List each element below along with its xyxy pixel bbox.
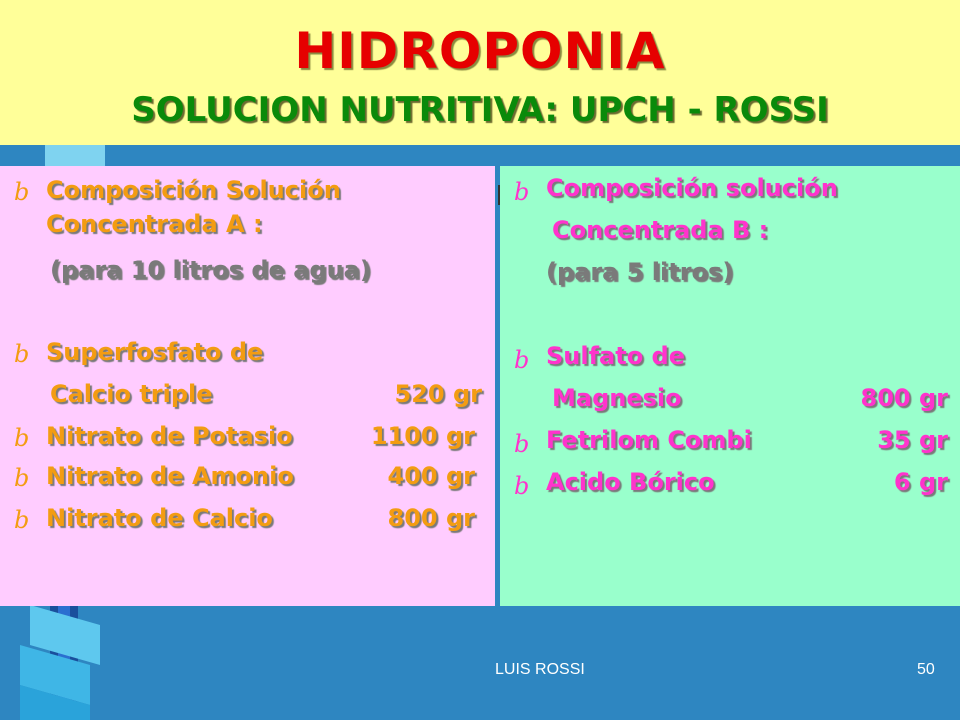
panel-solution-a: [0, 166, 495, 606]
bullet-icon: b: [14, 464, 30, 492]
bullet-icon: b: [514, 346, 530, 374]
item-a-2-qty: 1100 gr: [370, 422, 475, 450]
item-a-3-name: Nitrato de Amonio: [46, 462, 294, 490]
slide-title: HIDROPONIA: [294, 22, 666, 80]
bullet-icon: b: [14, 506, 30, 534]
slide-subtitle: SOLUCION NUTRITIVA: UPCH - ROSSI: [131, 90, 829, 130]
bullet-icon: b: [14, 424, 30, 452]
note-a: (para 10 litros de agua): [50, 256, 371, 284]
item-b-3-name: Acido Bórico: [546, 468, 715, 496]
panel-solution-b: [500, 166, 960, 606]
heading-b-line1: Composición solución: [546, 174, 838, 202]
heading-a-line1: Composición Solución: [46, 176, 341, 204]
heading-b-line2: Concentrada B :: [552, 216, 769, 244]
page-number: 50: [917, 661, 935, 678]
note-b: (para 5 litros): [546, 258, 734, 286]
item-b-1-qty: 800 gr: [860, 384, 948, 412]
item-a-1-qty: 520 gr: [394, 380, 482, 408]
item-a-4-qty: 800 gr: [387, 504, 475, 532]
item-a-1-line2: Calcio triple: [50, 380, 213, 408]
heading-a-line2: Concentrada A :: [46, 210, 263, 238]
bullet-icon: b: [14, 178, 30, 206]
bullet-icon: b: [514, 178, 530, 206]
item-a-1-line1: Superfosfato de: [46, 338, 264, 366]
item-b-2-name: Fetrilom Combi: [546, 426, 752, 454]
item-b-1-line1: Sulfato de: [546, 342, 686, 370]
item-b-1-line2: Magnesio: [552, 384, 682, 412]
item-a-4-name: Nitrato de Calcio: [46, 504, 273, 532]
bullet-icon: b: [514, 472, 530, 500]
footer-author: LUIS ROSSI: [495, 661, 585, 678]
item-b-2-qty: 35 gr: [877, 426, 948, 454]
bullet-icon: b: [514, 430, 530, 458]
bullet-icon: b: [14, 340, 30, 368]
item-a-2-name: Nitrato de Potasio: [46, 422, 293, 450]
item-a-3-qty: 400 gr: [387, 462, 475, 490]
item-b-3-qty: 6 gr: [893, 468, 948, 496]
